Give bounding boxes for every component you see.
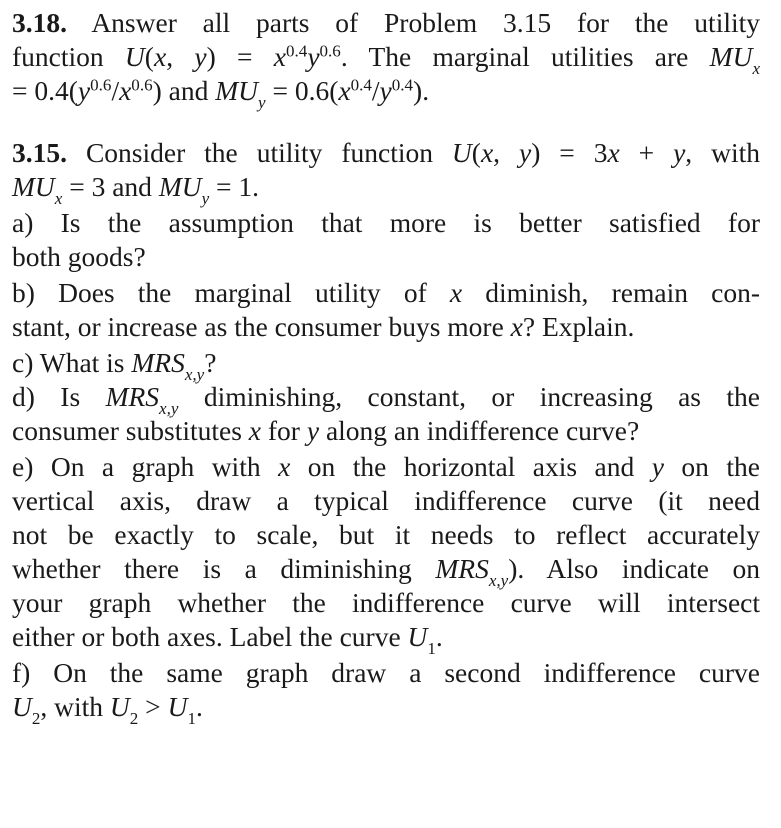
problem-3-18-line-3: = $0.4(y^{0.6}/x^{0.6})$ and $MU_y = 0.6(x^{0.4}/y^{0.4})$.	[12, 75, 430, 112]
part-d	[12, 380, 760, 448]
problem-3-15-line-1: 3.15. Consider the utility function U(x, y) = 3x + y, with	[12, 137, 760, 168]
problem-3-15	[12, 136, 760, 728]
part-e-line-3: not be exactly to scale, but it needs to reflect accurately	[12, 519, 760, 550]
problem-3-18	[12, 6, 760, 112]
part-f-line-2: $U_2$, with $U_2 > U_1$.	[12, 691, 203, 728]
part-c	[12, 346, 760, 384]
problem-number: 3.18.	[12, 7, 67, 38]
part-e-line-2: vertical axis, draw a typical indifference curve (it need	[12, 485, 760, 516]
problem-3-18-line-2: function U(x, $y) = x^{0.4}y^{0.6}$. The marginal utilities are $MU_x$	[12, 41, 760, 78]
part-b-line-2: stant, or increase as the consumer buys more x? Explain.	[12, 311, 635, 342]
part-b	[12, 276, 760, 344]
part-d-line-1: d) Is $MRS_{x,y}$ diminishing, constant, or increasing as the	[12, 381, 760, 418]
problem-3-15-line-2: $MU_x = 3$ and $MU_y = 1$.	[12, 171, 260, 208]
problem-3-18-line-1: 3.18. Answer all parts of Problem 3.15 for the utility	[12, 7, 760, 38]
part-a-line-1: a) Is the assumption that more is better satisfied for	[12, 207, 760, 238]
part-e	[12, 450, 760, 658]
part-e-line-4: whether there is a diminishing $MRS_{x,y}$). Also indicate on	[12, 553, 760, 590]
part-e-line-1: e) On a graph with x on the horizontal axis and y on the	[12, 451, 760, 482]
part-e-line-6: either or both axes. Label the curve $U_1$.	[12, 621, 443, 658]
document-page	[12, 6, 760, 728]
part-e-line-5: your graph whether the indifference curve will intersect	[12, 587, 760, 618]
part-c-line-1: c) What is $MRS_{x,y}$?	[12, 347, 217, 384]
part-f	[12, 656, 760, 728]
part-a	[12, 206, 760, 274]
part-d-line-2: consumer substitutes x for y along an indifference curve?	[12, 415, 640, 446]
part-a-line-2: both goods?	[12, 241, 146, 272]
part-b-line-1: b) Does the marginal utility of x diminish, remain con-	[12, 277, 760, 308]
section-spacer	[12, 108, 760, 136]
problem-number: 3.15.	[12, 137, 67, 168]
part-f-line-1: f) On the same graph draw a second indifference curve	[12, 657, 760, 688]
